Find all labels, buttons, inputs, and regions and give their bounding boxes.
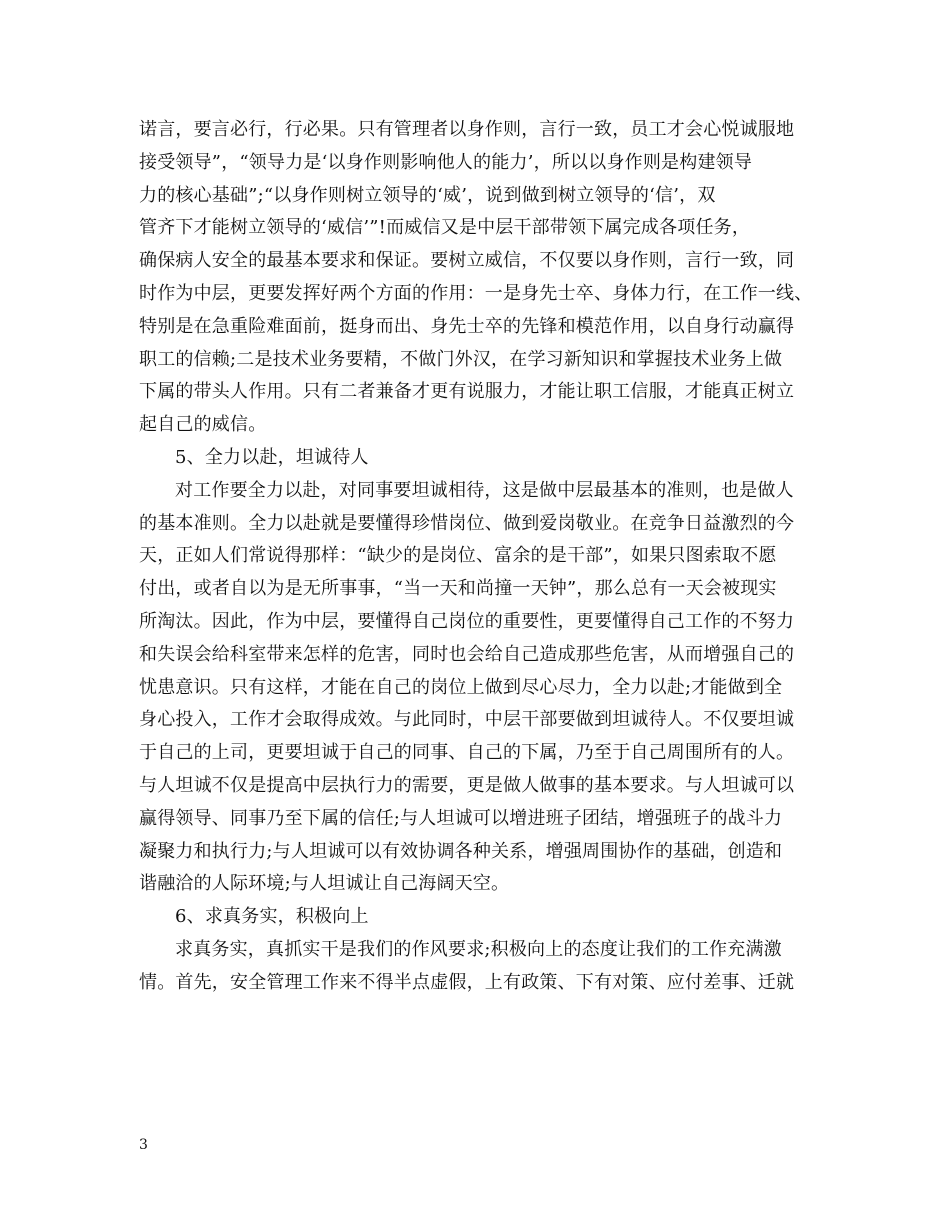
- text-line: 力的核心基础”;“以身作则树立领导的‘威’，说到做到树立领导的‘信’，双: [139, 184, 716, 206]
- text-line: 的基本准则。全力以赴就是要懂得珍惜岗位、做到爱岗敬业。在竞争日益激烈的今: [139, 512, 795, 534]
- text-line: 特别是在急重险难面前，挺身而出、身先士卒的先锋和模范作用，以自身行动赢得: [139, 315, 795, 337]
- document-body: [139, 114, 829, 1000]
- text-line: 与人坦诚不仅是提高中层执行力的需要，更是做人做事的基本要求。与人坦诚可以: [139, 774, 795, 796]
- text-line: 付出，或者自以为是无所事事，“当一天和尚撞一天钟”，那么总有一天会被现实: [139, 578, 777, 600]
- text-line: 和失误会给科室带来怎样的危害，同时也会给自己造成那些危害，从而增强自己的: [139, 643, 795, 665]
- text-line: 情。首先，安全管理工作来不得半点虚假，上有政策、下有对策、应付差事、迁就: [139, 971, 795, 993]
- text-line: 确保病人安全的最基本要求和保证。要树立威信，不仅要以身作则，言行一致，同: [139, 250, 795, 272]
- text-line: 身心投入，工作才会取得成效。与此同时，中层干部要做到坦诚待人。不仅要坦诚: [139, 709, 795, 731]
- paragraph-start: 对工作要全力以赴，对同事要坦诚相待，这是做中层最基本的准则，也是做人: [175, 479, 794, 501]
- text-line: 下属的带头人作用。只有二者兼备才更有说服力，才能让职工信服，才能真正树立: [139, 381, 795, 403]
- text-line: 时作为中层，更要发挥好两个方面的作用：一是身先士卒、身体力行，在工作一线、: [139, 282, 813, 304]
- text-line: 天，正如人们常说得那样：“缺少的是岗位、富余的是干部”，如果只图索取不愿: [139, 545, 777, 567]
- text-line: 忧患意识。只有这样，才能在自己的岗位上做到尽心尽力，全力以赴;才能做到全: [139, 676, 783, 698]
- text-line: 诺言，要言必行，行必果。只有管理者以身作则，言行一致，员工才会心悦诚服地: [139, 119, 795, 140]
- text-line: 于自己的上司，更要坦诚于自己的同事、自己的下属，乃至于自己周围所有的人。: [139, 742, 795, 764]
- text-line: 赢得领导、同事乃至下属的信任;与人坦诚可以增进班子团结，增强班子的战斗力: [139, 807, 783, 829]
- text-line: 管齐下才能树立领导的‘威信’”!而威信又是中层干部带领下属完成各项任务，: [139, 217, 751, 239]
- text-line: 接受领导”，“领导力是‘以身作则影响他人的能力’，所以以身作则是构建领导: [139, 151, 753, 173]
- section-heading-5: 5、全力以赴，坦诚待人: [175, 446, 369, 468]
- text-line: 所淘汰。因此，作为中层，要懂得自己岗位的重要性，更要懂得自己工作的不努力: [139, 610, 795, 632]
- text-line: 谐融洽的人际环境;与人坦诚让自己海阔天空。: [139, 873, 510, 895]
- section-heading-6: 6、求真务实，积极向上: [175, 906, 369, 928]
- text-line: 职工的信赖;二是技术业务要精，不做门外汉，在学习新知识和掌握技术业务上做: [139, 348, 783, 370]
- text-line: 凝聚力和执行力;与人坦诚可以有效协调各种关系，增强周围协作的基础，创造和: [139, 840, 783, 862]
- page-number: 3: [139, 1137, 148, 1153]
- paragraph-start: 求真务实，真抓实干是我们的作风要求;积极向上的态度让我们的工作充满激: [175, 938, 782, 960]
- text-line: 起自己的威信。: [139, 414, 267, 436]
